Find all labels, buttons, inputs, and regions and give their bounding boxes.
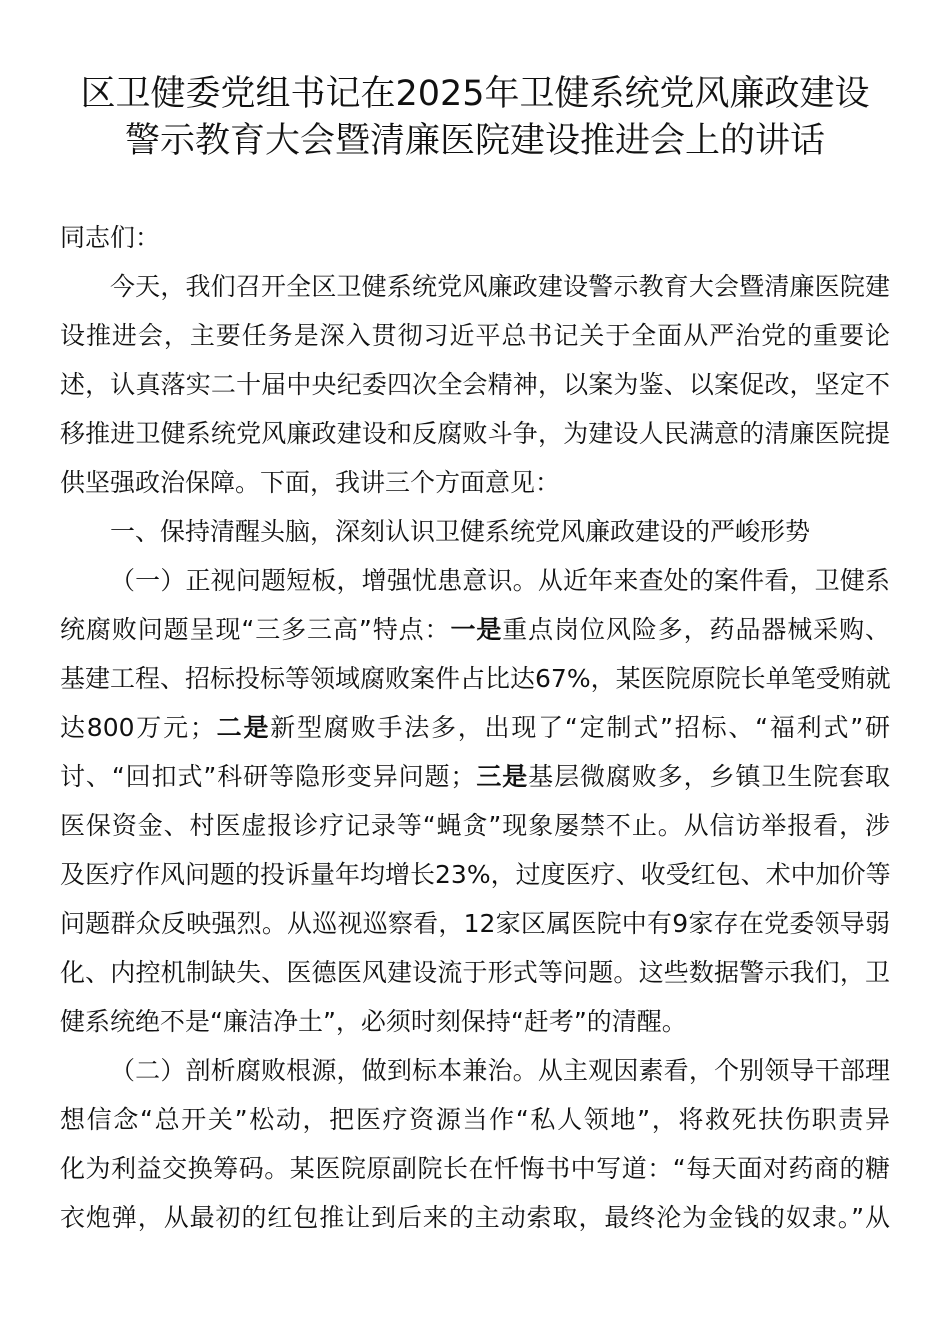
text-run: 讨、“回扣式”科研等隐形变异问题； <box>60 762 476 791</box>
text-run: 统腐败问题呈现“三多三高”特点： <box>60 615 451 644</box>
emphasis-text: 三是 <box>475 762 529 791</box>
paragraph-line: 移推进卫健系统党风廉政建设和反腐败斗争，为建设人民满意的清廉医院提 <box>60 419 890 448</box>
paragraph-line <box>60 703 890 752</box>
paragraph-line: 医保资金、村医虚报诊疗记录等“蝇贪”现象屡禁不止。从信访举报看，涉 <box>60 811 890 840</box>
subsection-heading-line: （二）剖析腐败根源，做到标本兼治。从主观因素看，个别领导干部理 <box>110 1056 890 1085</box>
subsection-heading-line: （一）正视问题短板，增强忧患意识。从近年来查处的案件看，卫健系 <box>110 566 890 595</box>
text-run: 达800万元； <box>60 713 215 742</box>
paragraph-line: 想信念“总开关”松动，把医疗资源当作“私人领地”，将救死扶伤职责异 <box>60 1105 890 1134</box>
emphasis-text: 一是 <box>450 615 503 644</box>
paragraph-line: 衣炮弹，从最初的红包推让到后来的主动索取，最终沦为金钱的奴隶。”从 <box>60 1203 890 1232</box>
text-run: 重点岗位风险多，药品器械采购、 <box>502 615 890 644</box>
document-title-line-1: 区卫健委党组书记在2025年卫健系统党风廉政建设 <box>80 74 870 114</box>
paragraph-line: 供坚强政治保障。下面，我讲三个方面意见： <box>60 468 561 497</box>
text-run: 基层微腐败多，乡镇卫生院套取 <box>528 762 890 791</box>
paragraph-line: 化为利益交换筹码。某医院原副院长在忏悔书中写道：“每天面对药商的糖 <box>60 1154 890 1183</box>
paragraph-line: 基建工程、招标投标等领域腐败案件占比达67%，某医院原院长单笔受贿就 <box>60 664 891 693</box>
salutation: 同志们： <box>60 223 161 252</box>
paragraph-line <box>60 752 890 801</box>
paragraph-line: 述，认真落实二十届中央纪委四次全会精神，以案为鉴、以案促改，坚定不 <box>60 370 890 399</box>
paragraph-line <box>60 605 890 654</box>
emphasis-text: 二是 <box>214 713 271 742</box>
paragraph-line: 健系统绝不是“廉洁净土”，必须时刻保持“赶考”的清醒。 <box>60 1007 687 1036</box>
paragraph-line: 化、内控机制缺失、医德医风建设流于形式等问题。这些数据警示我们，卫 <box>60 958 890 987</box>
section-heading: 一、保持清醒头脑，深刻认识卫健系统党风廉政建设的严峻形势 <box>110 517 811 546</box>
paragraph-line: 设推进会，主要任务是深入贯彻习近平总书记关于全面从严治党的重要论 <box>60 321 890 350</box>
paragraph-line: 及医疗作风问题的投诉量年均增长23%，过度医疗、收受红包、术中加价等 <box>60 860 891 889</box>
document-title-line-2: 警示教育大会暨清廉医院建设推进会上的讲话 <box>124 121 825 161</box>
text-run: 新型腐败手法多，出现了“定制式”招标、“福利式”研 <box>270 713 890 742</box>
paragraph-line: 问题群众反映强烈。从巡视巡察看，12家区属医院中有9家存在党委领导弱 <box>60 909 890 938</box>
paragraph-line: 今天，我们召开全区卫健系统党风廉政建设警示教育大会暨清廉医院建 <box>110 272 890 301</box>
